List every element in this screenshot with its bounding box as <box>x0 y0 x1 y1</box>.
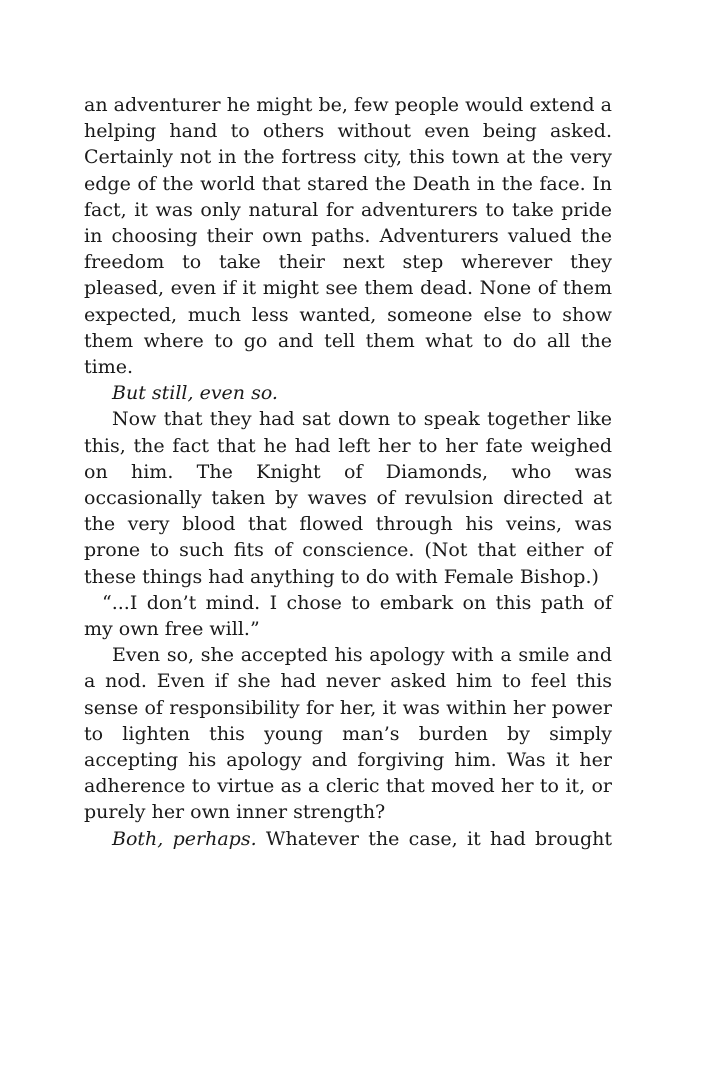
paragraph-continuation: an adventurer he might be, few people would extend a helping hand to others without even being asked. Certainly not in the fortress city, this town at the very edge of the world that stared the Death in the face. In fact, it was only natural for adventurers to take pride in choosing their own paths. Adventurers valued the freedom to take their next step wherever they pleased, even if it might see them dead. None of them expected, much less wanted, someone else to show them where to go and tell them what to do all the time. <box>84 94 612 379</box>
italic-thought-text: But still, even so. <box>112 382 278 405</box>
paragraph-final <box>84 826 612 852</box>
final-trailing-text: Whatever the case, it had brought <box>256 827 612 850</box>
paragraph-italic-thought <box>84 380 612 406</box>
paragraph-dialogue: “...I don’t mind. I chose to embark on this path of my own free will.” <box>84 591 612 641</box>
body-text <box>84 92 612 852</box>
paragraph-knight-conscience: Now that they had sat down to speak together like this, the fact that he had left her to her fate weighed on him. The Knight of Diamonds, who was occasionally taken by waves of revulsion directed at the very blood that flowed through his veins, was prone to such fits of conscience. (Not that either of these things had anything to do with Female Bishop.) <box>84 408 612 588</box>
paragraph-apology-accepted: Even so, she accepted his apology with a smile and a nod. Even if she had never asked him to feel this sense of responsibility for her, it was within her power to lighten this young man’s burden by simply accepting his apology and forgiving him. Was it her adherence to virtue as a cleric that moved her to it, or purely her own inner strength? <box>84 644 612 824</box>
final-italic-phrase: Both, perhaps. <box>112 827 257 850</box>
